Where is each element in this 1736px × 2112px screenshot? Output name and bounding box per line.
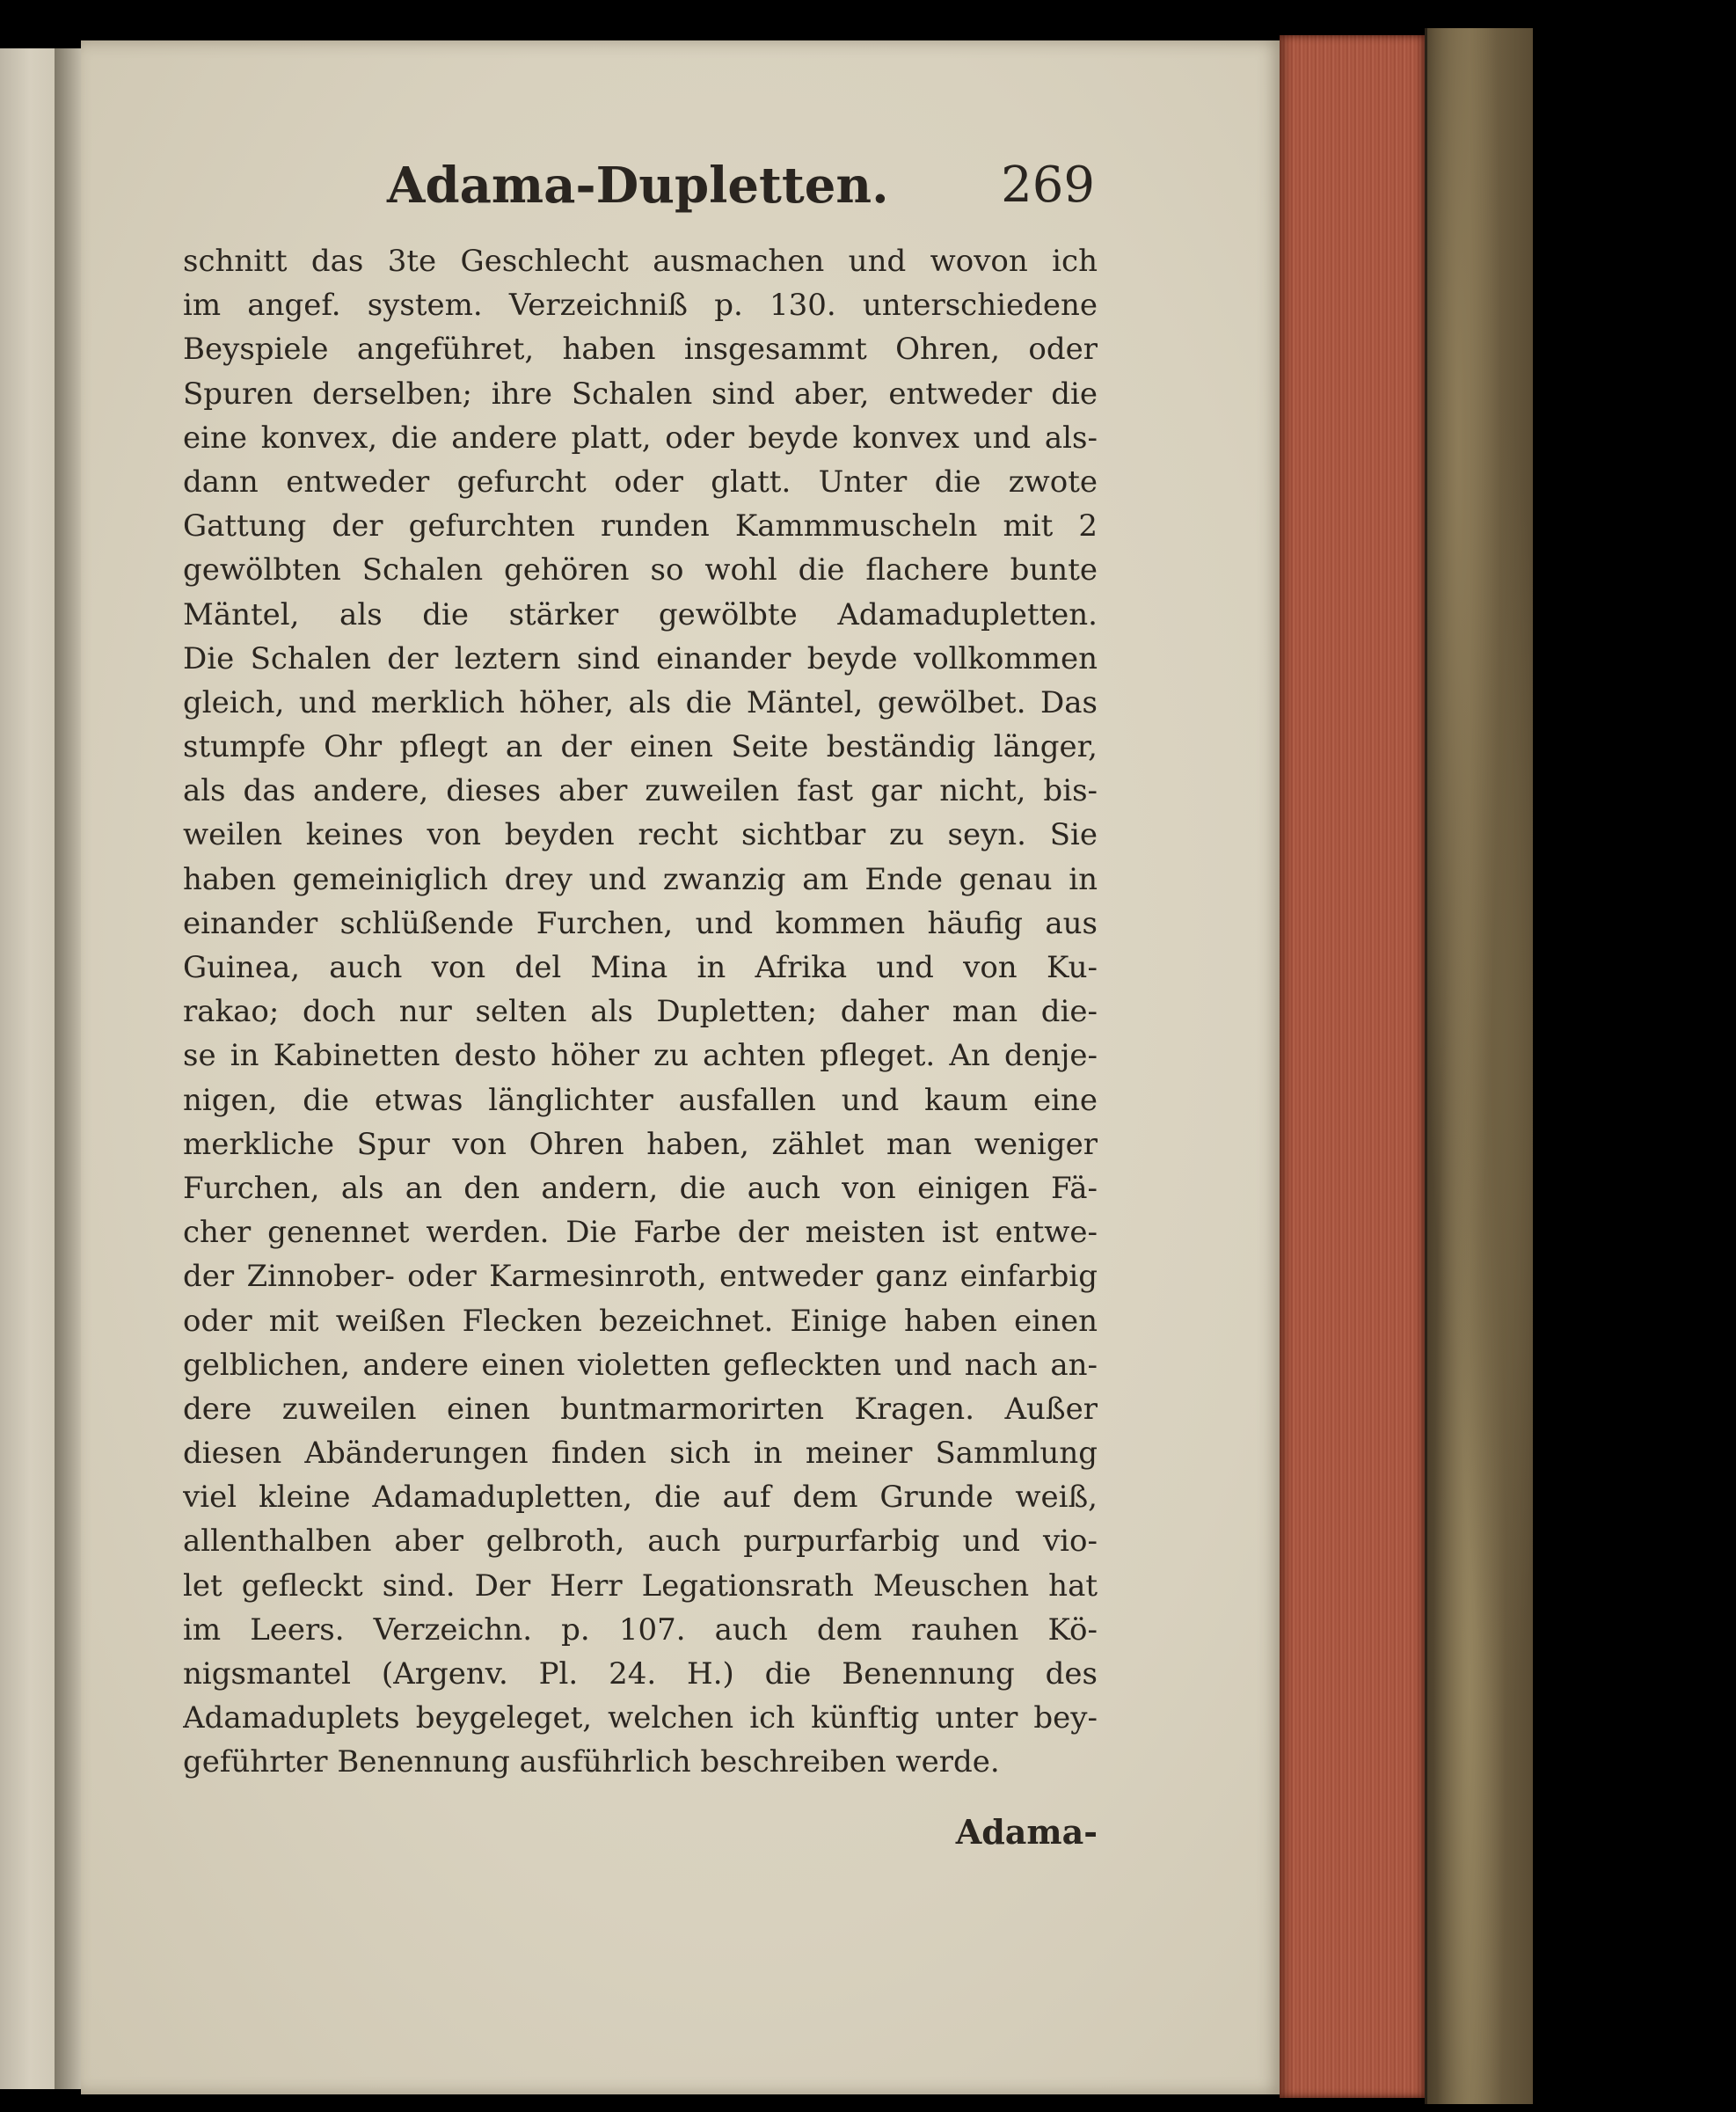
text-line: Spuren derselben; ihre Schalen sind aber, entweder die [183,376,1098,412]
text-line: als das andere, dieses aber zuweilen fast gar nicht, bis- [183,773,1098,809]
text-line: dann entweder gefurcht oder glatt. Unter die zwote [183,464,1098,500]
text-line: weilen keines von beyden recht sichtbar zu seyn. Sie [183,817,1098,853]
text-line: viel kleine Adamadupletten, die auf dem Grunde weiß, [183,1480,1098,1516]
text-line: allenthalben aber gelbroth, auch purpurfarbig und vio- [183,1524,1098,1560]
text-line: Mäntel, als die stärker gewölbte Adamadupletten. [183,596,1098,632]
text-line: schnitt das 3te Geschlecht ausmachen und wovon ich [183,244,1098,279]
text-line: rakao; doch nur selten als Dupletten; daher man die- [183,994,1098,1030]
text-line: im angef. system. Verzeichniß p. 130. unterschiedene [183,288,1098,324]
text-line: im Leers. Verzeichn. p. 107. auch dem rauhen Kö- [183,1611,1098,1648]
red-page-edges [1280,35,1425,2098]
text-line: haben gemeiniglich drey und zwanzig am Ende genau in [183,861,1098,897]
text-line: Guinea, auch von del Mina in Afrika und von Ku- [183,950,1098,985]
marbled-cover [1425,28,1533,2104]
text-line: gleich, und merklich höher, als die Mäntel, gewölbet. Das [183,684,1098,720]
running-head: Adama-Dupletten. [387,157,889,215]
text-line: diesen Abänderungen finden sich in meiner Sammlung [183,1436,1098,1472]
text-line: nigsmantel (Argenv. Pl. 24. H.) die Benennung des [183,1656,1098,1692]
text-line: stumpfe Ohr pflegt an der einen Seite beständig länger, [183,729,1098,765]
text-line: Die Schalen der leztern sind einander beyde vollkommen [183,640,1098,676]
text-line: Adamaduplets beygeleget, welchen ich künftig unter bey- [183,1700,1098,1736]
text-line: gewölbten Schalen gehören so wohl die flachere bunte [183,552,1098,588]
text-line: Beyspiele angeführet, haben insgesammt Ohren, oder [183,332,1098,368]
text-line: merkliche Spur von Ohren haben, zählet man weniger [183,1126,1098,1162]
body-text [183,239,1098,1785]
text-line: oder mit weißen Flecken bezeichnet. Einige haben einen [183,1303,1098,1339]
text-line: der Zinnober- oder Karmesinroth, entweder ganz einfarbig [183,1259,1098,1295]
page-header [387,157,1095,236]
text-line: nigen, die etwas länglichter ausfallen und kaum eine [183,1082,1098,1118]
page-number: 269 [1001,157,1095,214]
text-line: gelblichen, andere einen violetten gefleckten und nach an- [183,1347,1098,1383]
text-line: dere zuweilen einen buntmarmorirten Kragen. Außer [183,1391,1098,1427]
text-line: let gefleckt sind. Der Herr Legationsrath Meuschen hat [183,1568,1098,1604]
text-line: Furchen, als an den andern, die auch von einigen Fä- [183,1170,1098,1206]
text-line: einander schlüßende Furchen, und kommen häufig aus [183,905,1098,941]
text-line: cher genennet werden. Die Farbe der meisten ist entwe- [183,1215,1098,1251]
book-gutter [55,48,81,2089]
left-page-edge [0,48,56,2089]
text-line: geführter Benennung ausführlich beschreiben werde. [183,1744,1000,1780]
catchword: Adama- [955,1812,1098,1852]
text-line: eine konvex, die andere platt, oder beyde konvex und als- [183,420,1098,456]
text-line: Gattung der gefurchten runden Kammmuscheln mit 2 [183,508,1098,544]
text-line: se in Kabinetten desto höher zu achten pfleget. An denje- [183,1038,1098,1074]
